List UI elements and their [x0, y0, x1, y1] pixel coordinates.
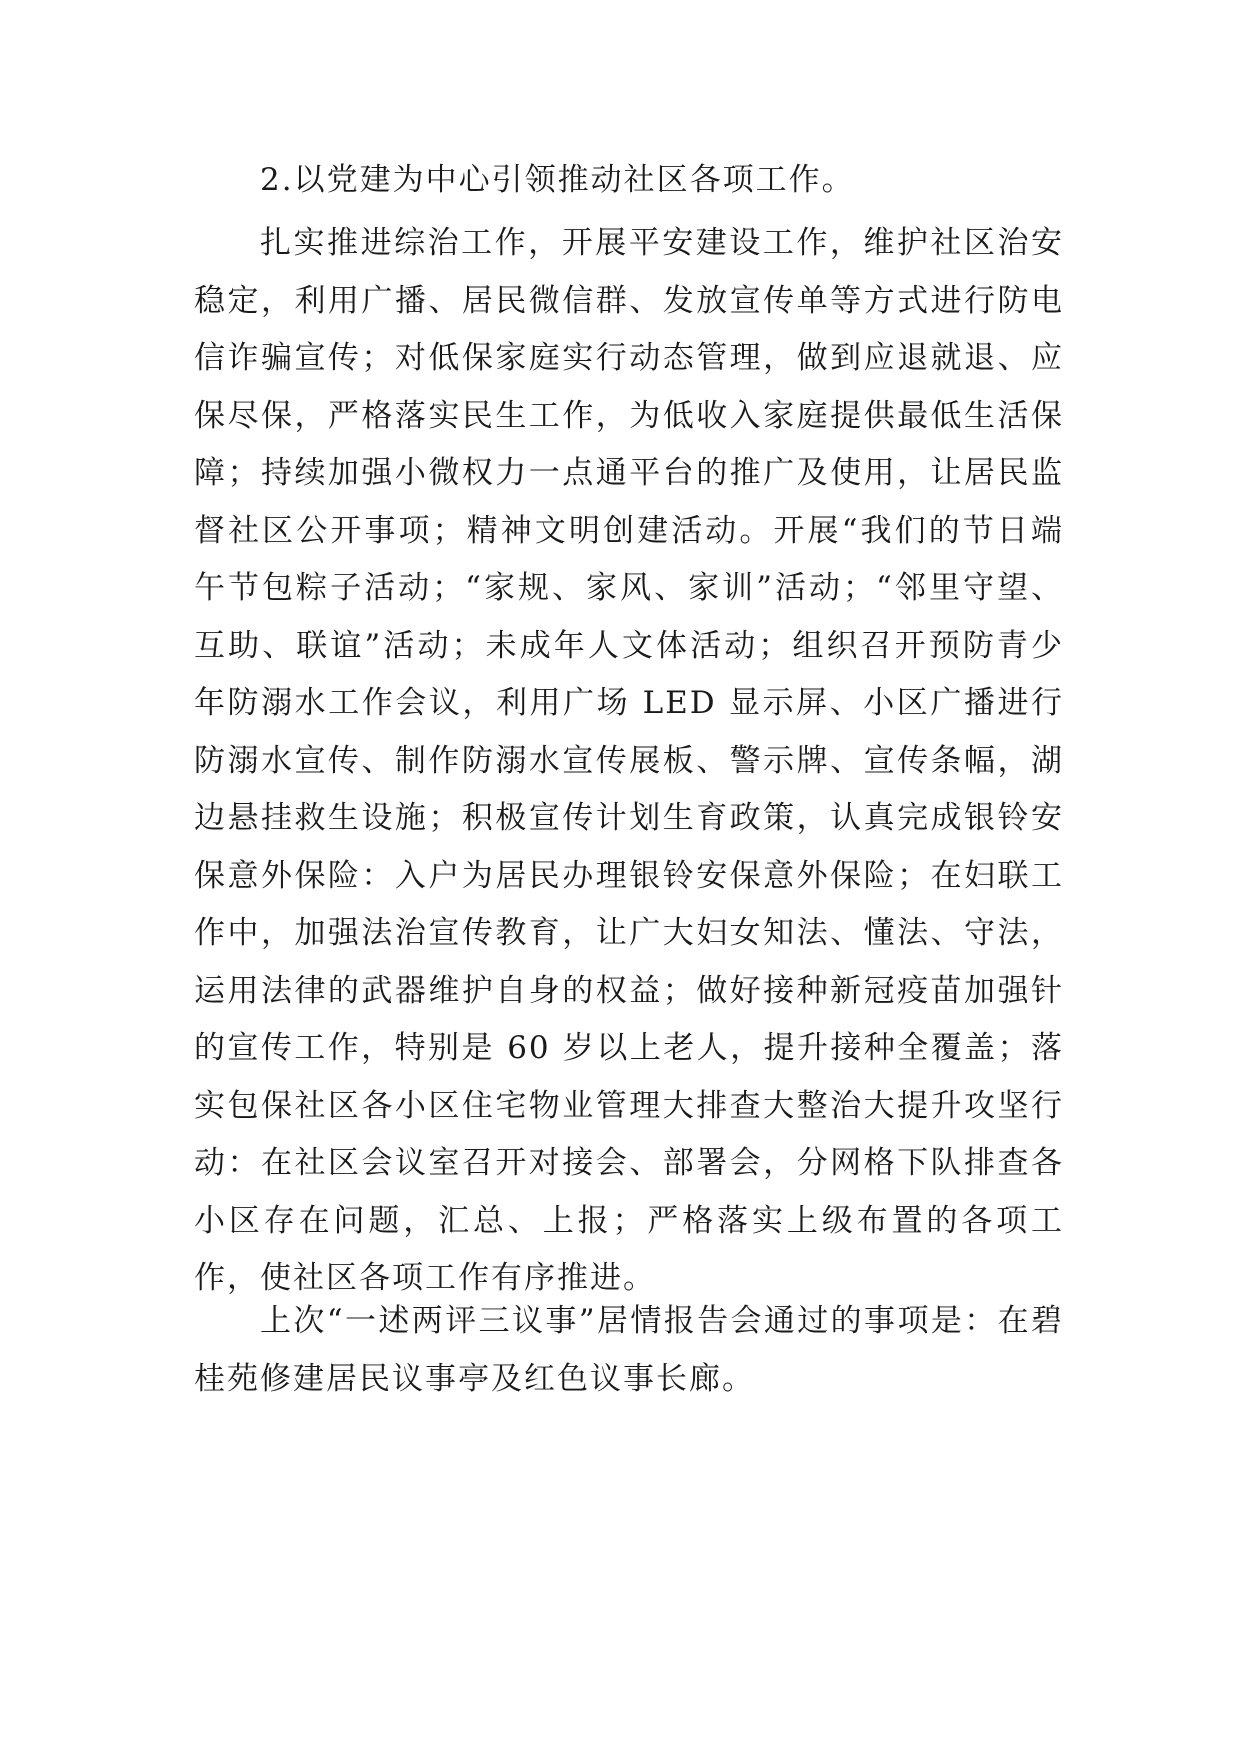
body-paragraph: 扎实推进综治工作，开展平安建设工作，维护社区治安稳定，利用广播、居民微信群、发放宣传单等方式进行防电信诈骗宣传；对低保家庭实行动态管理，做到应退就退、应保尽保，严格落实民生工作，为低收入家庭提供最低生活保障；持续加强小微权力一点通平台的推广及使用，让居民监督社区公开事项；精神文明创建活动。开展“我们的节日端午节包粽子活动；“家规、家风、家训”活动；“邻里守望、互助、联谊”活动；未成年人文体活动；组织召开预防青少年防溺水工作会议，利用广场 LED 显示屏、小区广播进行防溺水宣传、制作防溺水宣传展板、警示牌、宣传条幅，湖边悬挂救生设施；积极宣传计划生育政策，认真完成银铃安保意外保险：入户为居民办理银铃安保意外保险；在妇联工作中，加强法治宣传教育，让广大妇女知法、懂法、守法，运用法律的武器维护自身的权益；做好接种新冠疫苗加强针的宣传工作，特别是 60 岁以上老人，提升接种全覆盖；落实包保社区各小区住宅物业管理大排查大整治大提升攻坚行动：在社区会议室召开对接会、部署会，分网格下队排查各小区存在问题，汇总、上报；严格落实上级布置的各项工作，使社区各项工作有序推进。 — [194, 225, 1064, 1296]
closing-paragraph: 上次“一述两评三议事”居情报告会通过的事项是：在碧桂苑修建居民议事亭及红色议事长廊。 — [194, 1303, 1064, 1397]
section-heading: 2.以党建为中心引领推动社区各项工作。 — [260, 162, 855, 198]
